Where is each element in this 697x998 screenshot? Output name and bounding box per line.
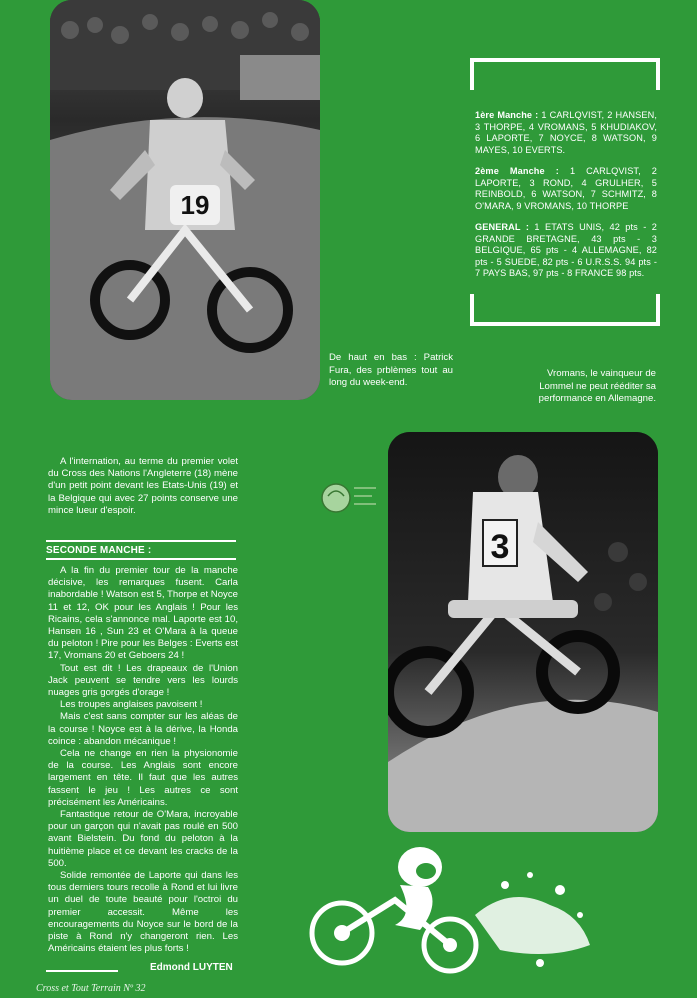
photo-rider-fura <box>50 0 320 400</box>
article-paragraph: Cela ne change en rien la physionomie de la course. Les Anglais sont encore largement en tête. Il faut que les autres fassent le jeu ! Les autres ce sont précisément les Américains. <box>48 748 238 808</box>
results-general-text: 1 ETATS UNIS, 42 pts - 2 GRANDE BRETAGNE, 43 pts - 3 BELGIQUE, 65 pts - 4 ALLEMAGNE, 82 pts - 5 SUEDE, 82 pts - 6 U.R.S.S. 94 pts - 7 PAYS BAS, 97 pts - 8 FRANCE 98 pts. <box>475 222 657 278</box>
photo-rider-fura-image <box>50 0 320 400</box>
results-manche-2-label: 2ème Manche : <box>475 166 559 176</box>
bike-number-19: 19 <box>180 190 210 220</box>
results-manche-1-text: 1 CARLQVIST, 2 HANSEN, 3 THORPE, 4 VROMANS, 5 KHUDIAKOV, 6 LAPORTE, 7 NOYCE, 8 WATSON, 9 MAYES, 10 EVERTS. <box>475 110 657 155</box>
section-title: SECONDE MANCHE : <box>46 540 236 560</box>
results-manche-2 <box>475 166 657 212</box>
article-paragraph: Tout est dit ! Les drapeaux de l'Union Jack peuvent se tendre vers les lourds nuages gris gorgés d'orage ! <box>48 662 238 699</box>
article-paragraph: Fantastique retour de O'Mara, incroyable pour un garçon qui n'avait pas roulé en 500 avant Bielstein. Du fond du peloton à la huitième place et ce devant les cracks de la 500. <box>48 809 238 869</box>
rider-number-3: 3 <box>490 528 510 566</box>
photo-rider-vromans <box>388 432 658 832</box>
article-body <box>48 565 238 956</box>
results-box <box>470 58 660 326</box>
results-box-top-bracket <box>470 58 660 90</box>
results-general <box>475 222 657 280</box>
results-manche-1-label: 1ère Manche : <box>475 110 539 120</box>
results-manche-2-text: 1 CARLQVIST, 2 LAPORTE, 3 ROND, 4 GRULHER, 5 REINBOLD, 6 WATSON, 7 SCHMITZ, 8 O'MARA, 9 VROMANS, 10 THORPE <box>475 166 658 211</box>
photo-rider-vromans-image <box>388 432 658 832</box>
signature-rule <box>46 970 118 972</box>
article-paragraph: Mais c'est sans compter sur les aléas de la course ! Noyce est à la dérive, la Honda coince : abandon mécanique ! <box>48 711 238 747</box>
stamp-icon <box>318 476 378 520</box>
results-manche-1 <box>475 110 657 156</box>
article-intro: A l'internation, au terme du premier volet du Cross des Nations l'Angleterre (18) mène d'un petit point devant les Etats-Unis (19) et la Belgique qui avec 27 points conserve une mince lueur d'espoir. <box>48 456 238 516</box>
article-paragraph: Les troupes anglaises pavoisent ! <box>60 699 203 711</box>
cartoon-rider-illustration <box>300 845 600 977</box>
page-footer: Cross et Tout Terrain Nº 32 <box>36 983 146 994</box>
article-paragraph: A la fin du premier tour de la manche décisive, les remarques fusent. Carla inabordable ! Watson est 5, Thorpe et Noyce 11 et 12, OK pour les Anglais ! Pour les Ricains, cela s'annonce mal. Laporte est 10, Hansen 16 , Sun 23 et O'Mara à la queue du peloton ! Pire pour les Belges : Everts est 17, Vromans 20 et Geboers 24 ! <box>48 565 238 662</box>
article-signature: Edmond LUYTEN <box>150 962 233 973</box>
results-general-label: GENERAL : <box>475 222 529 232</box>
results-box-bottom-bracket <box>470 294 660 326</box>
caption-bottom-photo: Vromans, le vainqueur de Lommel ne peut rééditer sa performance en Allemagne. <box>538 368 656 404</box>
results-text <box>475 110 657 290</box>
article-paragraph: Solide remontée de Laporte qui dans les tous derniers tours recolle à Rond et lui livre un duel de toute beauté pour l'octroi du premier accessit. Même les encouragements du Noyce sur le bord de la piste à Rond n'y changeront rien. Les Américains étaient les plus forts ! <box>48 870 238 955</box>
caption-top-photo: De haut en bas : Patrick Fura, des prblèmes tout au long du week-end. <box>329 352 453 388</box>
